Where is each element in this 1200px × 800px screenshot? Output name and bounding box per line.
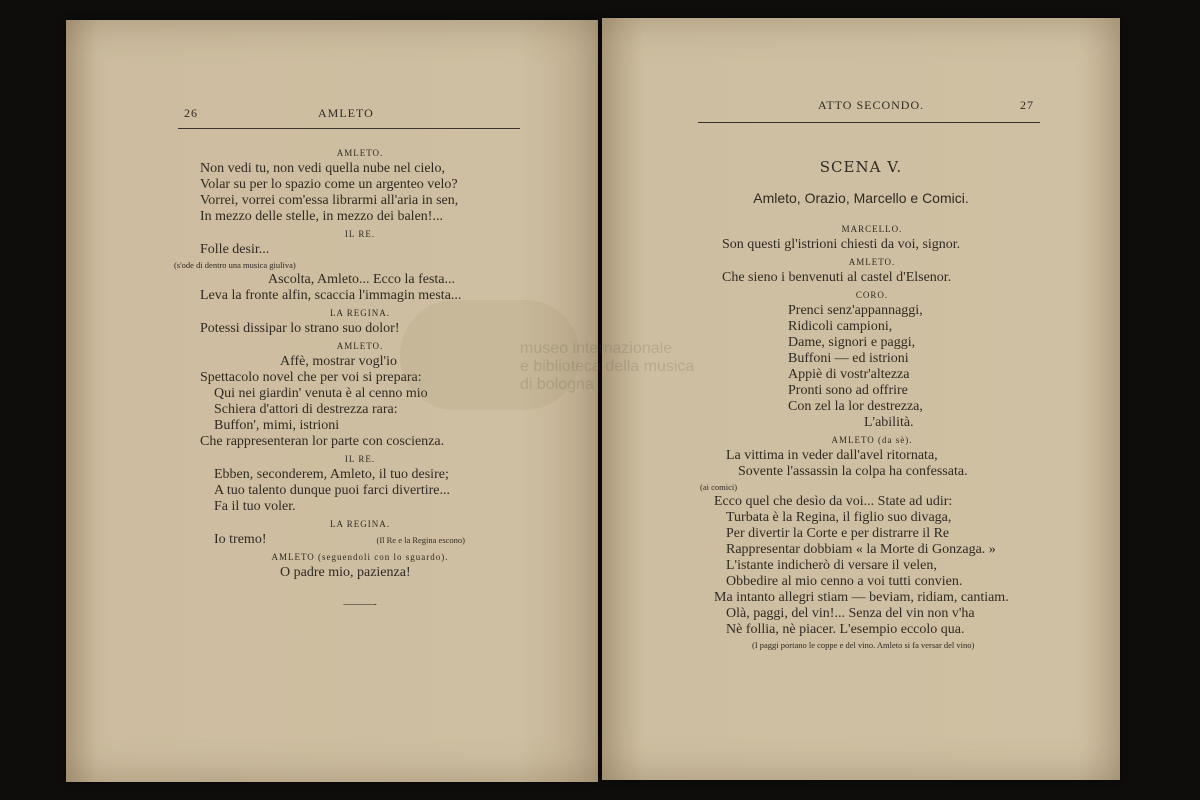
verse-line: Dame, signori e paggi, <box>788 335 916 350</box>
verse-line: Prenci senz'appannaggi, <box>788 303 923 318</box>
speaker-label: IL RE. <box>344 229 376 239</box>
watermark-line-3: di bologna <box>520 376 594 393</box>
verse-line: Non vedi tu, non vedi quella nube nel cielo, <box>200 161 445 176</box>
verse-line: In mezzo delle stelle, in mezzo dei balen!... <box>200 209 443 224</box>
end-ornament: ———- <box>343 599 377 610</box>
page-number-left: 26 <box>184 106 198 120</box>
speaker-label: AMLETO. <box>848 257 896 267</box>
verse-line: Ebben, seconderem, Amleto, il tuo desire; <box>214 467 449 482</box>
speaker-label: AMLETO (seguendoli con lo sguardo). <box>271 552 449 562</box>
scene-title: SCENA V. <box>819 158 903 176</box>
verse-text: Io tremo! <box>214 532 267 547</box>
header-rule-left <box>178 128 520 129</box>
verse-line: Folle desir... <box>200 242 270 257</box>
verse-line: Vorrei, vorrei com'essa librarmi all'aria in sen, <box>200 193 459 208</box>
verse-line: Turbata è la Regina, il figlio suo divaga, <box>726 510 952 525</box>
verse-line <box>214 532 580 548</box>
verse-line: Buffoni — ed istrioni <box>788 351 909 366</box>
verse-line: Che rappresenteran lor parte con coscienza. <box>200 434 445 449</box>
stage-direction: (I paggi portano le coppe e del vino. Amleto si fa versar del vino) <box>752 640 975 650</box>
verse-line: Son questi gl'istrioni chiesti da voi, signor. <box>722 237 961 252</box>
verse-line: Volar su per lo spazio come un argenteo velo? <box>200 177 458 192</box>
stage-direction: (s'ode di dentro una musica giuliva) <box>174 260 296 270</box>
watermark <box>520 340 740 460</box>
verse-line: Ecco quel che desìo da voi... State ad udir: <box>714 494 953 509</box>
speaker-label: MARCELLO. <box>841 224 903 234</box>
speaker-label: IL RE. <box>344 454 376 464</box>
verse-line: L'abilità. <box>864 415 914 430</box>
running-head-right: ATTO SECONDO. <box>818 98 925 112</box>
header-rule-right <box>698 122 1040 123</box>
watermark-line-2: e biblioteca della musica <box>520 358 695 375</box>
verse-line: L'istante indicherò di versare il velen, <box>726 558 937 573</box>
verse-line: Nè follia, nè piacer. L'esempio eccolo qua. <box>726 622 965 637</box>
speaker-label: CORO. <box>855 290 889 300</box>
speaker-label: AMLETO. <box>336 148 384 158</box>
verse-line: A tuo talento dunque puoi farci divertire... <box>214 483 450 498</box>
verse-line: Sovente l'assassin la colpa ha confessata. <box>738 464 968 479</box>
verse-line: Qui nei giardin' venuta è al cenno mio <box>214 386 428 401</box>
verse-line: O padre mio, pazienza! <box>280 565 411 580</box>
stage-direction: (ai comici) <box>700 482 738 492</box>
right-page-text <box>700 220 1102 652</box>
cast-list: Amleto, Orazio, Marcello e Comici. <box>753 190 969 206</box>
verse-line: Spettacolo novel che per voi si prepara: <box>200 370 422 385</box>
verse-line: Ridicoli campioni, <box>788 319 893 334</box>
verse-line: Che sieno i benvenuti al castel d'Elsenor. <box>722 270 952 285</box>
running-head-left: AMLETO <box>318 106 374 120</box>
verse-line: Obbedire al mio cenno a voi tutti convien. <box>726 574 963 589</box>
verse-line: Ascolta, Amleto... Ecco la festa... <box>268 272 455 287</box>
verse-line: Pronti sono ad offrire <box>788 383 908 398</box>
verse-line: Rappresentar dobbiam « la Morte di Gonzaga. » <box>726 542 996 557</box>
verse-line: Leva la fronte alfin, scaccia l'immagin mesta... <box>200 288 462 303</box>
speaker-label: AMLETO. <box>336 341 384 351</box>
verse-line: Potessi dissipar lo strano suo dolor! <box>200 321 400 336</box>
verse-line: Affè, mostrar vogl'io <box>280 354 397 369</box>
page-number-right: 27 <box>1020 98 1034 112</box>
watermark-line-1: museo internazionale <box>520 340 673 357</box>
speaker-label: LA REGINA. <box>330 308 390 318</box>
stage-direction: (Il Re e la Regina escono) <box>376 535 465 545</box>
verse-line: Con zel la lor destrezza, <box>788 399 923 414</box>
verse-line: Ma intanto allegri stiam — beviam, ridiam, cantiam. <box>714 590 1009 605</box>
verse-line: Olà, paggi, del vin!... Senza del vin non v'ha <box>726 606 975 621</box>
verse-line: Appiè di vostr'altezza <box>788 367 910 382</box>
verse-line: Per divertir la Corte e per distrarre il Re <box>726 526 950 541</box>
verse-line: Fa il tuo voler. <box>214 499 296 514</box>
speaker-label: LA REGINA. <box>330 519 390 529</box>
verse-line: Schiera d'attori di destrezza rara: <box>214 402 398 417</box>
speaker-label: AMLETO (da sè). <box>831 435 913 445</box>
verse-line: La vittima in veder dall'avel ritornata, <box>726 448 938 463</box>
verse-line: Buffon', mimi, istrioni <box>214 418 340 433</box>
